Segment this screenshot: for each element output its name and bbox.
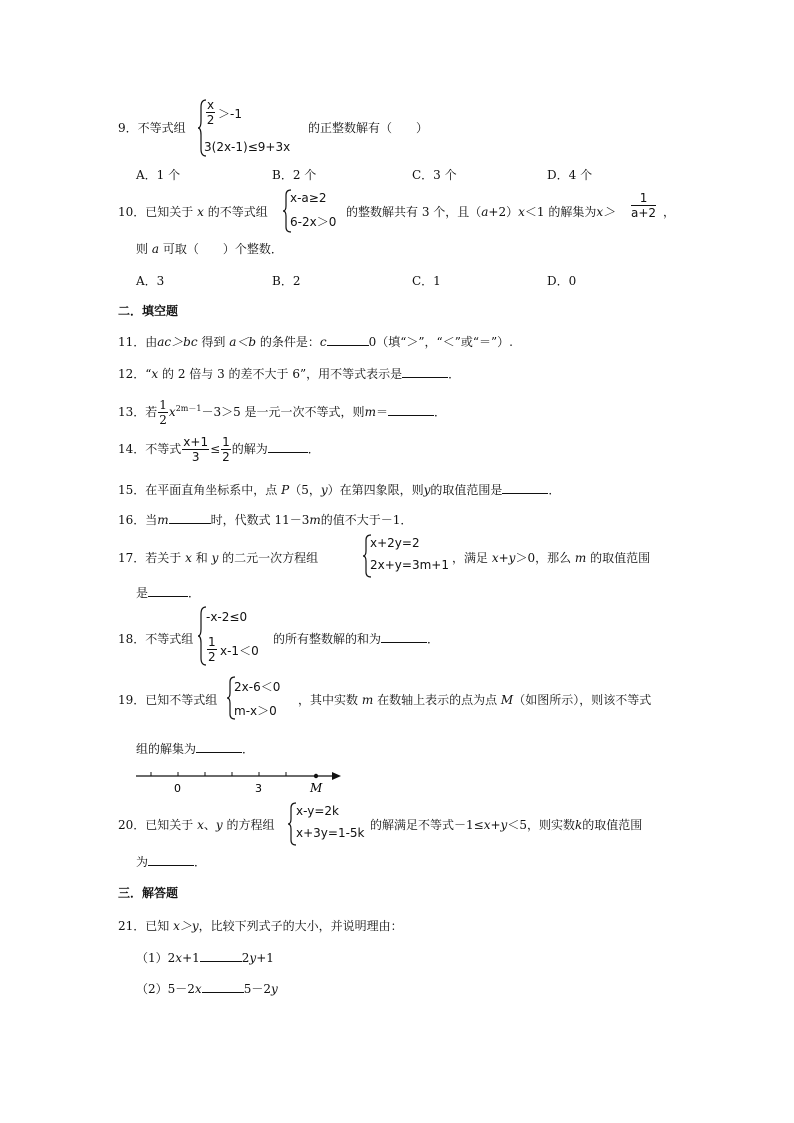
q9-number: 9．不等式组 [118, 121, 186, 135]
q20-answer-blank[interactable] [148, 853, 194, 866]
q18-text: 18．不等式组 [118, 632, 194, 646]
q10-option-a[interactable]: A．3 [136, 274, 165, 288]
q16-answer-blank[interactable] [169, 511, 211, 524]
q19-line2-text: 组的解集为 ． [136, 742, 255, 756]
q19-answer-blank[interactable] [196, 740, 242, 753]
q9-line2: 3(2x-1)≤9+3x [204, 140, 291, 154]
q10-text: 10．已知关于 x 的不等式组 [118, 205, 268, 219]
axis-label-3: 3 [255, 782, 262, 795]
section-fill-in-title: 二．填空题 [118, 304, 179, 318]
q11-text: 11．由ac＞bc 得到 a＜b 的条件是：c 0（填“＞”，“＜”或“＝”）. [118, 335, 513, 349]
q21-part1: （1）2x+1 2y+1 [136, 951, 274, 965]
q10-option-c[interactable]: C．1 [412, 274, 441, 288]
q21-part2: （2）5－2x 5－2y [136, 982, 278, 996]
q10-tail: 的整数解共有 3 个，且（a+2）x＜1 的解集为x＞ [346, 205, 616, 219]
q19-line2: m-x＞0 [234, 704, 277, 718]
q20-tail: 的解满足不等式－1≤x+y＜5，则实数k的取值范围 [370, 818, 643, 832]
q13-answer-blank[interactable] [388, 403, 434, 416]
q17-answer-blank[interactable] [148, 584, 188, 597]
q14-answer-blank[interactable] [268, 440, 308, 453]
q10-line2-text: 则 a 可取（ ）个整数． [136, 242, 283, 256]
q10-line1: x-a≥2 [290, 191, 327, 205]
q10-option-d[interactable]: D．0 [547, 274, 577, 288]
q17-tail: ，满足 x+y＞0，那么 m 的取值范围 [452, 551, 651, 565]
q20-text: 20．已知关于 x、y 的方程组 [118, 818, 275, 832]
q21-part1-blank[interactable] [200, 949, 242, 962]
q20-line2-text: 为 ． [136, 855, 207, 869]
section-answer-title: 三．解答题 [118, 886, 179, 900]
q12-text: 12．“x 的 2 倍与 3 的差不大于 6”，用不等式表示是 ． [118, 367, 461, 381]
q13-text: 13．若 $\frac{1}{2}$ $x^{2m-1}-3>5$ 是一元一次不等式，则m＝ ． [118, 398, 446, 427]
q9-option-a[interactable]: A．1 个 [136, 168, 181, 182]
q14-text: 14．不等式 $\frac{x+1}{3}$ ≤ $\frac{1}{2}$ 的解为 ． [118, 435, 320, 464]
q17-line1: x+2y=2 [370, 536, 420, 550]
q10-fraction: $\frac{1}{a+2}$ [631, 191, 657, 220]
q20-line1: x-y=2k [296, 804, 339, 818]
q15-text: 15．在平面直角坐标系中，点 P（5，y）在第四象限，则y的取值范围是 ． [118, 483, 561, 497]
axis-label-0: 0 [174, 782, 181, 795]
q19-tail: ，其中实数 m 在数轴上表示的点为点 M（如图所示），则该不等式 [298, 693, 652, 707]
q17-line2: 2x+y=3m+1 [370, 558, 449, 572]
q16-text: 16．当m 时，代数式 11－3m的值不大于－1． [118, 513, 413, 527]
q20-line2: x+3y=1-5k [296, 826, 365, 840]
q15-answer-blank[interactable] [502, 481, 548, 494]
q17-line2-text: 是 ． [136, 586, 201, 600]
q18-line1: -x-2≤0 [206, 610, 248, 624]
q21-part2-blank[interactable] [202, 980, 244, 993]
q18-fraction: $\frac{1}{2}$ [208, 635, 216, 664]
q19-line1: 2x-6＜0 [234, 680, 281, 694]
q11-answer-blank[interactable] [327, 333, 369, 346]
q18-tail: 的所有整数解的和为 ． [273, 632, 440, 646]
q19-text: 19．已知不等式组 [118, 693, 218, 707]
q9-line1-rest: ＞-1 [218, 107, 242, 121]
q9-option-c[interactable]: C．3 个 [412, 168, 457, 182]
axis-label-m: M [310, 781, 323, 795]
q9-option-b[interactable]: B．2 个 [272, 168, 317, 182]
number-line [136, 766, 348, 796]
q10-option-b[interactable]: B．2 [272, 274, 301, 288]
q18-line2: x-1＜0 [220, 644, 259, 658]
q18-answer-blank[interactable] [381, 630, 427, 643]
q9-tail: 的正整数解有（ ） [308, 121, 429, 135]
q21-text: 21．已知 x＞y，比较下列式子的大小，并说明理由： [118, 919, 403, 933]
q9-option-d[interactable]: D．4 个 [547, 168, 593, 182]
q17-text: 17．若关于 x 和 y 的二元一次方程组 [118, 551, 319, 565]
q12-answer-blank[interactable] [402, 365, 448, 378]
q9-fraction: $\frac{x}{2}$ [206, 98, 215, 127]
q10-line2: 6-2x＞0 [290, 215, 337, 229]
